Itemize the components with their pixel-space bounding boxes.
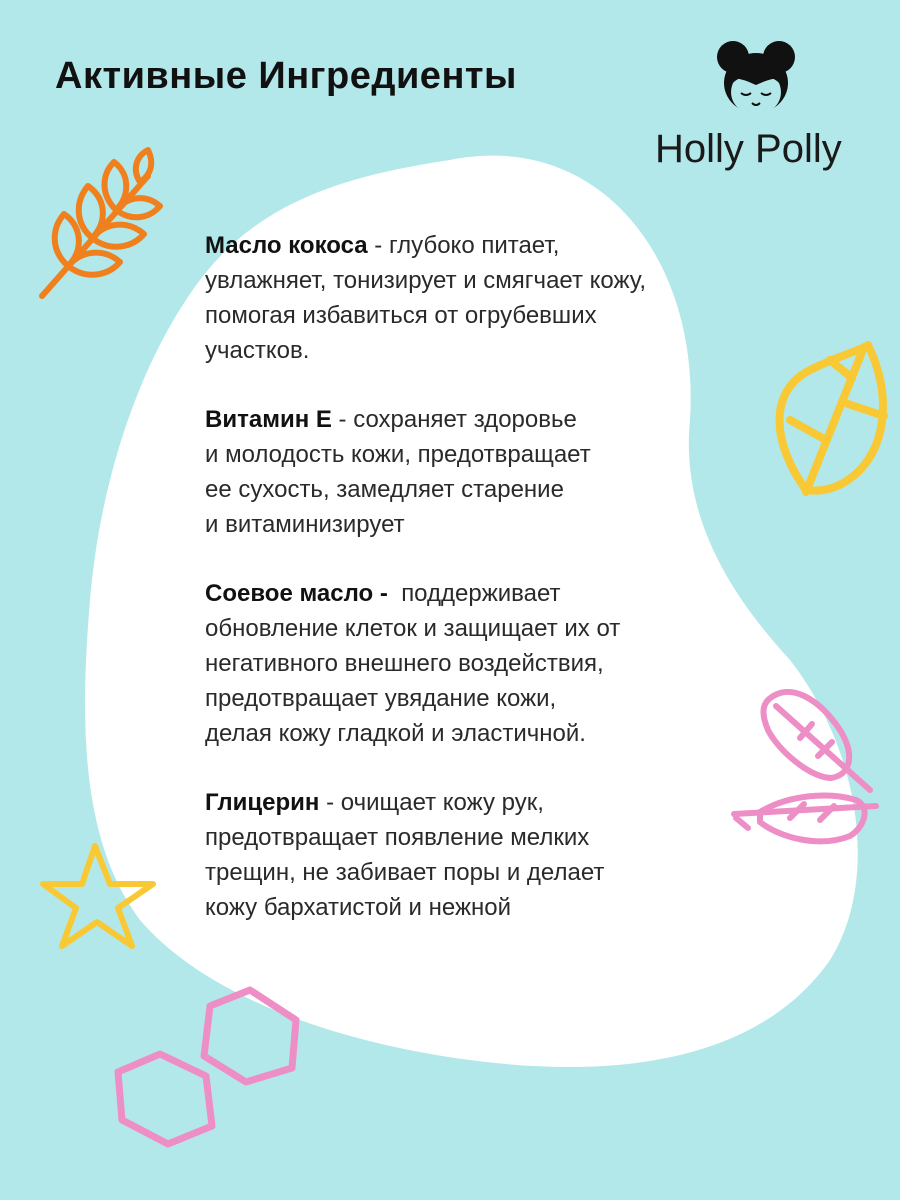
ingredient-name: Глицерин xyxy=(205,789,320,816)
girl-face-logo-icon xyxy=(655,35,875,130)
ingredient-description: увлажняет, тонизирует и смягчает кожу, xyxy=(205,267,647,294)
brand-logo xyxy=(655,35,875,185)
ingredient-name: Масло кокоса xyxy=(205,232,368,259)
ingredient-description: делая кожу гладкой и эластичной. xyxy=(205,720,586,747)
ingredient-soybean-oil xyxy=(205,576,765,751)
ingredient-description: глубоко питает, xyxy=(388,232,560,259)
ingredient-description: трещин, не забивает поры и делает xyxy=(205,859,605,886)
ingredients-list xyxy=(205,228,765,925)
ingredient-description: помогая избавиться от огрубевших xyxy=(205,302,597,329)
ingredient-description: и витаминизирует xyxy=(205,511,405,538)
ingredient-name: Соевое масло - xyxy=(205,580,388,607)
ingredient-description: обновление клеток и защищает их от xyxy=(205,615,621,642)
ingredient-description: очищает кожу рук, xyxy=(340,789,544,816)
ingredient-glycerin: Глицерин - очищает кожу рук, предотвращает появление мелких трещин, не забивает поры и делает кожу бархатистой и нежной xyxy=(205,785,765,925)
leaf-icon xyxy=(779,345,884,492)
ingredient-coconut-oil: Масло кокоса - глубоко питает, увлажняет, тонизирует и смягчает кожу, помогая избавиться от огрубевших участков. xyxy=(205,228,765,368)
ingredient-description: поддерживает xyxy=(401,580,561,607)
ingredient-description: негативного внешнего воздействия, xyxy=(205,650,604,677)
ingredient-name: Витамин Е xyxy=(205,406,332,433)
ingredient-description: предотвращает появление мелких xyxy=(205,824,590,851)
ingredient-description: и молодость кожи, предотвращает xyxy=(205,441,591,468)
ingredient-description: участков. xyxy=(205,337,310,364)
page-title: Активные Ингредиенты xyxy=(55,55,517,97)
wheat-icon xyxy=(42,150,160,296)
hexagons-icon xyxy=(118,990,296,1144)
ingredient-vitamin-e: Витамин Е - сохраняет здоровье и молодость кожи, предотвращает ее сухость, замедляет старение и витаминизирует xyxy=(205,402,765,542)
ingredient-description: кожу бархатистой и нежной xyxy=(205,894,512,921)
ingredient-description: предотвращает увядание кожи, xyxy=(205,685,557,712)
brand-name: Holly Polly xyxy=(655,127,842,171)
ingredient-description: ее сухость, замедляет старение xyxy=(205,476,564,503)
ingredient-description: сохраняет здоровье xyxy=(353,406,577,433)
